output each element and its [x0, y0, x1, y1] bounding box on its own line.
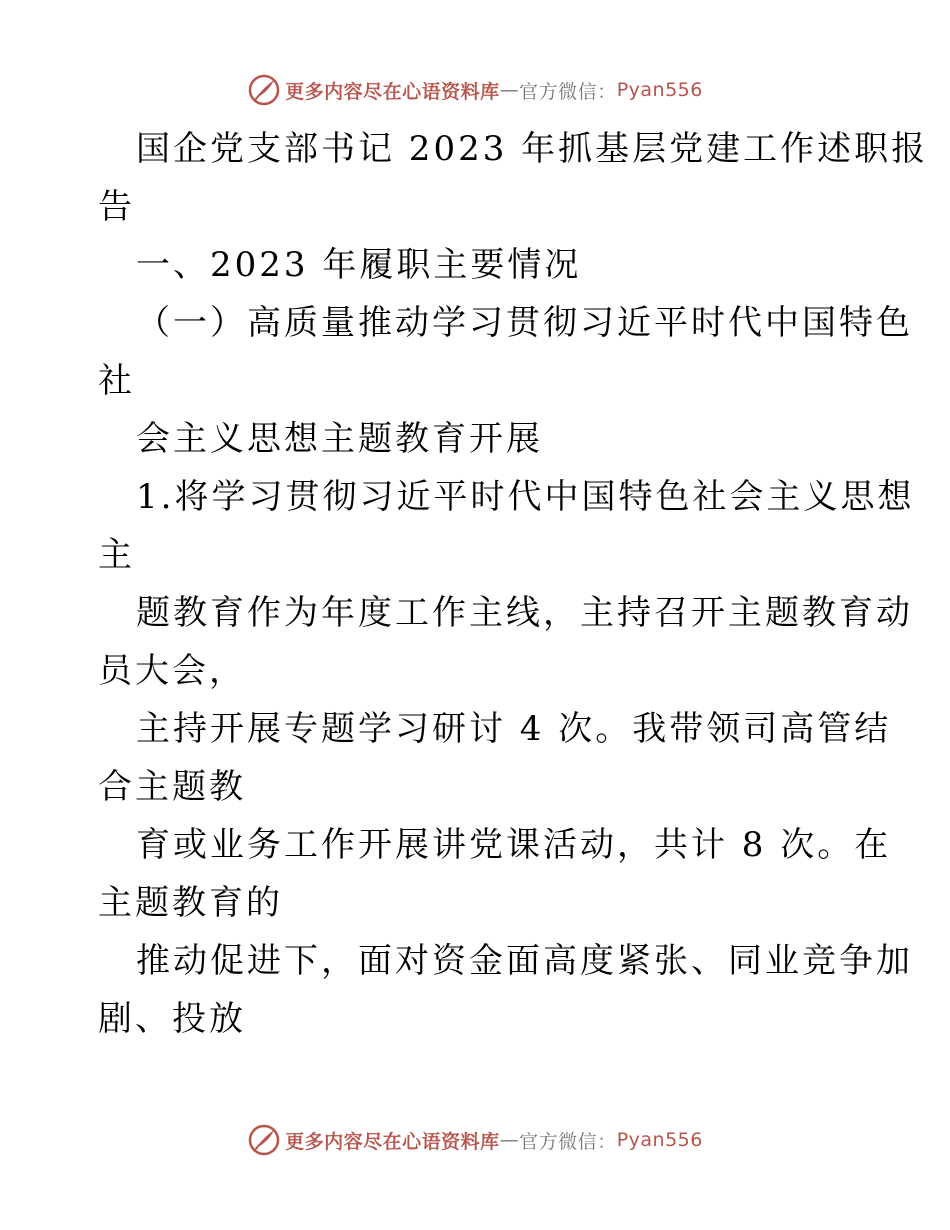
subsection-heading-line-2: 社 — [98, 361, 135, 401]
header-watermark — [0, 72, 950, 108]
paragraph-line: 题教育作为年度工作主线，主持召开主题教育动 — [136, 593, 913, 633]
watermark-dash: — — [499, 1129, 520, 1151]
subsection-heading-line-1: （一）高质量推动学习贯彻习近平时代中国特色 — [136, 303, 913, 343]
paragraph-line: 员大会， — [98, 651, 246, 691]
document-body — [98, 120, 929, 1048]
paragraph-line: 主持开展专题学习研讨 4 次。我带领司高管结 — [136, 709, 892, 749]
watermark-dash: — — [499, 79, 520, 101]
title-line-2: 告 — [98, 187, 135, 227]
watermark-wechat-id: Pyan556 — [616, 79, 703, 101]
subsection-heading-line-3: 会主义思想主题教育开展 — [136, 419, 543, 459]
watermark-main-text: 更多内容尽在心语资料库 — [285, 80, 500, 103]
paragraph-line: 主 — [98, 535, 135, 575]
watermark-main-text: 更多内容尽在心语资料库 — [285, 1130, 500, 1153]
paragraph-line: 推动促进下，面对资金面高度紧张、同业竞争加 — [136, 941, 913, 981]
paragraph-line: 剧、投放 — [98, 999, 246, 1039]
paragraph-line: 1.将学习贯彻习近平时代中国特色社会主义思想 — [136, 477, 915, 517]
paragraph-line: 合主题教 — [98, 767, 246, 807]
footer-watermark — [0, 1122, 950, 1158]
watermark-wechat-label: 官方微信： — [519, 1130, 617, 1153]
feather-pen-icon — [247, 73, 281, 107]
section-heading: 一、2023 年履职主要情况 — [136, 245, 582, 285]
feather-pen-icon — [247, 1123, 281, 1157]
watermark-wechat-id: Pyan556 — [616, 1129, 703, 1151]
title-line-1: 国企党支部书记 2023 年抓基层党建工作述职报 — [136, 129, 929, 169]
paragraph-line: 育或业务工作开展讲党课活动，共计 8 次。在 — [136, 825, 892, 865]
watermark-wechat-label: 官方微信： — [519, 80, 617, 103]
paragraph-line: 主题教育的 — [98, 883, 283, 923]
